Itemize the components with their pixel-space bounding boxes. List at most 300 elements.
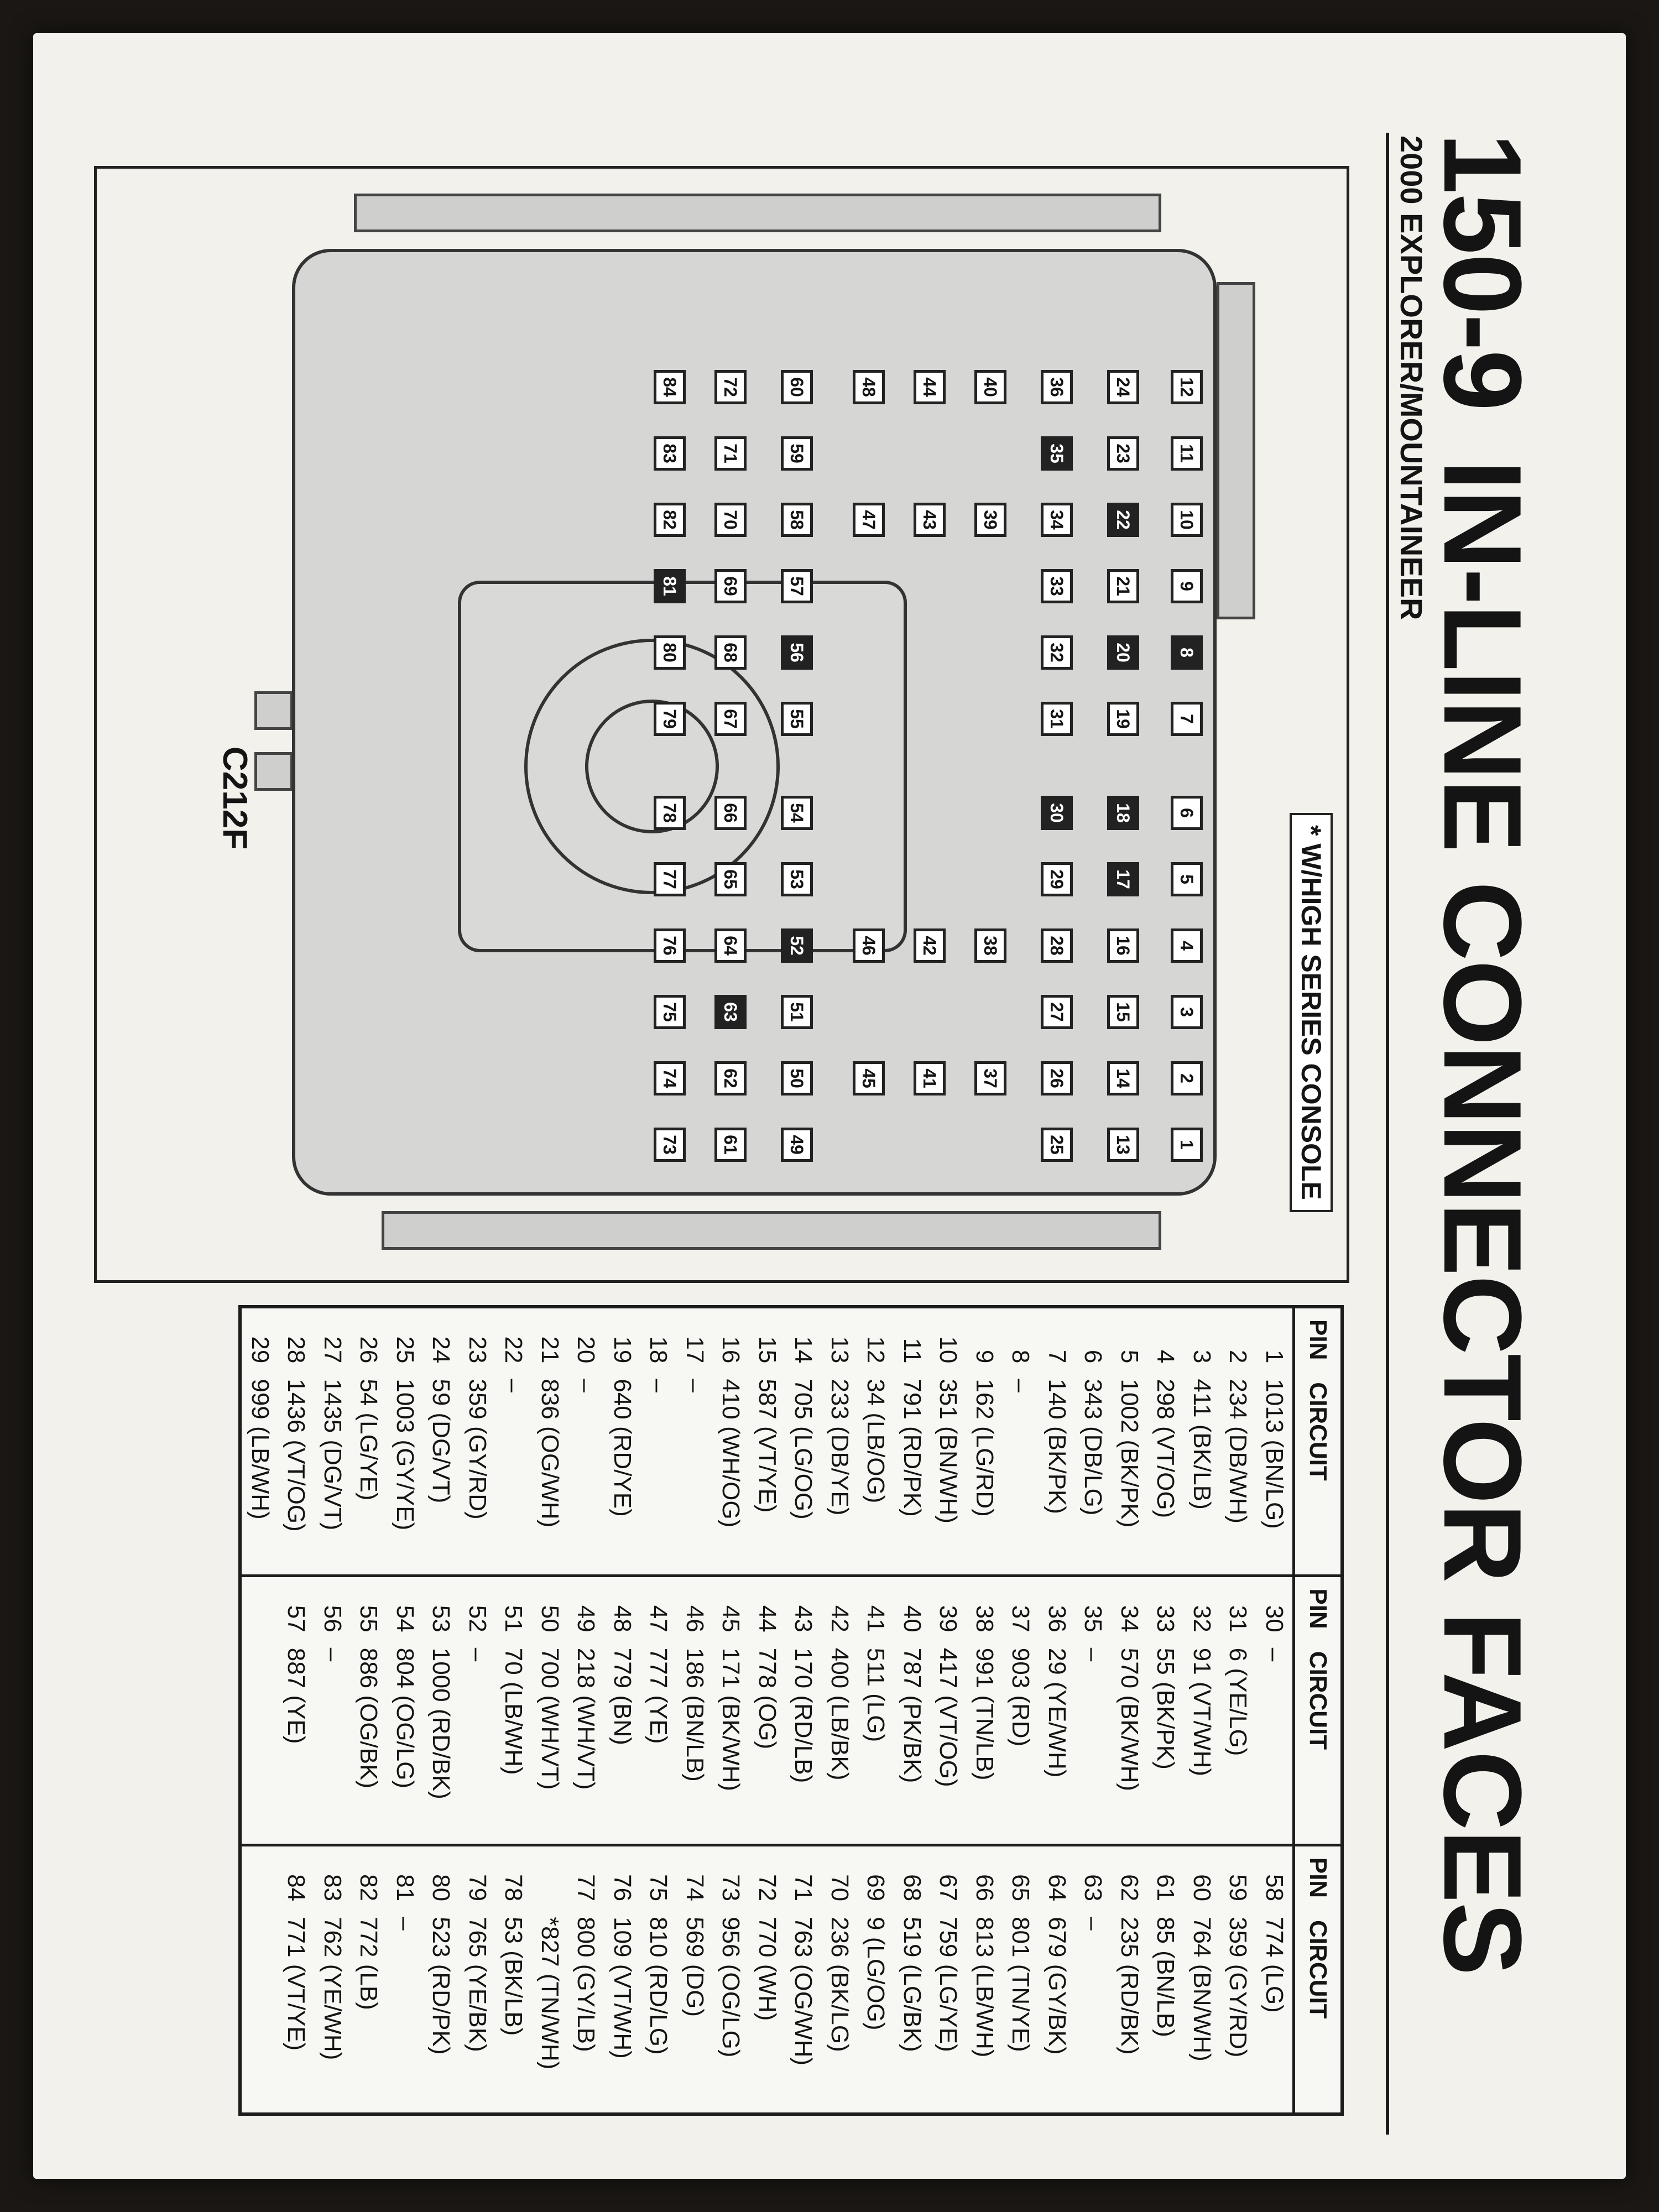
pin-cell: 64 (1044, 1874, 1071, 1902)
latch-tab (1217, 282, 1255, 619)
circuit-cell: – (1003, 1371, 1039, 1576)
pin-cell: 21 (536, 1336, 564, 1364)
pin-cavity-57: 57 (781, 569, 813, 603)
pin-cell: 72 (754, 1874, 781, 1902)
circuit-cell: – (568, 1371, 604, 1576)
circuit-cell: 774 (LG) (1261, 1917, 1288, 2013)
circuit-cell: 640 (RD/YE) (604, 1371, 641, 1576)
pin-cavity-60: 60 (781, 370, 813, 404)
pin-cavity-58: 58 (781, 503, 813, 537)
pin-cell: 47 (645, 1605, 672, 1632)
circuit-cell: 759 (LG/YE) (935, 1917, 962, 2052)
circuit-cell: 85 (BN/LB) (1152, 1917, 1180, 2037)
circuit-cell: 810 (RD/LG) (645, 1917, 672, 2055)
circuit-cell: 410 (WH/OG) (713, 1371, 749, 1576)
pin-cavity-25: 25 (1041, 1128, 1073, 1162)
pin-cell: 49 (572, 1605, 600, 1632)
pin-cavity-49: 49 (781, 1128, 813, 1162)
rotated-manual-page (39, 39, 1620, 2173)
pin-cell: 9 (971, 1349, 998, 1364)
pin-cell: 20 (572, 1336, 600, 1364)
pin-cavity-45: 45 (853, 1061, 885, 1095)
page-title (1418, 133, 1546, 1975)
pin-cavity-7: 7 (1171, 702, 1203, 736)
pin-cell: 32 (1188, 1605, 1215, 1632)
pin-cell: 58 (1261, 1874, 1288, 1902)
circuit-cell: 54 (LG/YE) (351, 1371, 387, 1576)
pin-cavity-56: 56 (781, 635, 813, 670)
circuit-cell (241, 1909, 279, 2114)
table-row (967, 1307, 1003, 2114)
circuit-cell: 762 (YE/WH) (319, 1917, 346, 2060)
pin-cell: 57 (283, 1605, 310, 1632)
circuit-cell: 523 (RD/PK) (427, 1917, 455, 2055)
circuit-cell: 400 (LB/BK) (822, 1640, 858, 1845)
pin-cell: 12 (862, 1336, 890, 1364)
circuit-cell: 1003 (GY/YE) (387, 1371, 424, 1576)
circuit-cell: 778 (OG) (749, 1640, 786, 1845)
circuit-cell: – (392, 1917, 419, 1931)
pin-cell: 70 (826, 1874, 853, 1902)
pin-cavity-64: 64 (714, 928, 747, 963)
pin-cell: 11 (899, 1338, 926, 1364)
table-row (495, 1307, 532, 2114)
pin-cell: 42 (826, 1605, 853, 1632)
pin-cell: 83 (319, 1874, 346, 1902)
table-row (351, 1307, 387, 2114)
circuit-cell: – (1079, 1917, 1107, 1931)
pin-cell: 39 (935, 1605, 962, 1632)
pin-cell: 15 (754, 1336, 781, 1364)
pin-cell: 6 (1079, 1349, 1107, 1364)
pin-cavity-44: 44 (914, 370, 946, 404)
pin-cavity-47: 47 (853, 503, 885, 537)
printed-page (33, 33, 1626, 2179)
pin-cell: 61 (1152, 1874, 1180, 1902)
pin-cell: 8 (1007, 1349, 1035, 1364)
pin-cell: 4 (1152, 1349, 1180, 1364)
pin-cavity-24: 24 (1107, 370, 1139, 404)
pin-cell: 18 (645, 1336, 672, 1364)
circuit-cell: 343 (DB/LG) (1075, 1371, 1112, 1576)
pin-cell: 82 (355, 1874, 383, 1902)
pin-cavity-53: 53 (781, 862, 813, 896)
pin-cell: 28 (283, 1336, 310, 1364)
pin-cell: 34 (1116, 1605, 1143, 1632)
circuit-cell: 53 (BK/LB) (500, 1917, 528, 2036)
pin-cavity-55: 55 (781, 702, 813, 736)
circuit-cell: 991 (TN/LB) (967, 1640, 1003, 1845)
pin-cavity-71: 71 (714, 436, 747, 471)
pin-cell: 73 (717, 1874, 745, 1902)
pin-cavity-52: 52 (781, 928, 813, 963)
pin-cavity-70: 70 (714, 503, 747, 537)
pin-cavity-21: 21 (1107, 569, 1139, 603)
circuit-cell: 1000 (RD/BK) (423, 1640, 460, 1845)
pin-cavity-79: 79 (654, 702, 686, 736)
table-row (278, 1307, 315, 2114)
pin-cavity-46: 46 (853, 928, 885, 963)
circuit-cell: 791 (RD/PK) (894, 1371, 931, 1576)
pin-cell: 80 (427, 1874, 455, 1902)
circuit-cell: – (1256, 1640, 1294, 1845)
table-row (423, 1307, 460, 2114)
circuit-cell: – (1075, 1640, 1112, 1845)
circuit-cell: 235 (RD/BK) (1116, 1917, 1143, 2055)
table-row (785, 1307, 822, 2114)
pin-cavity-19: 19 (1107, 702, 1139, 736)
pin-cell: 48 (609, 1605, 636, 1632)
circuit-cell: 59 (DG/VT) (423, 1371, 460, 1576)
circuit-cell: 887 (YE) (278, 1640, 315, 1845)
pin-cavity-40: 40 (974, 370, 1006, 404)
pin-cell: 19 (609, 1336, 636, 1364)
circuit-cell: 359 (GY/RD) (1224, 1917, 1252, 2058)
pin-cavity-43: 43 (914, 503, 946, 537)
pin-cell: 66 (971, 1874, 998, 1902)
pin-cavity-54: 54 (781, 796, 813, 830)
pin-cavity-8: 8 (1171, 635, 1203, 670)
pin-cavity-75: 75 (654, 995, 686, 1029)
table-row (532, 1307, 568, 2114)
table-row (1184, 1307, 1220, 2114)
table-row (1039, 1307, 1076, 2114)
pin-cell (532, 1845, 568, 1909)
circuit-cell: 91 (VT/WH) (1184, 1640, 1220, 1845)
table-row (822, 1307, 858, 2114)
pin-cell: 14 (790, 1336, 817, 1364)
pin-cavity-5: 5 (1171, 862, 1203, 896)
pin-cell: 50 (536, 1605, 564, 1632)
circuit-cell: 700 (WH/VT) (532, 1640, 568, 1845)
circuit-cell: 777 (YE) (640, 1640, 677, 1845)
pin-cell: 81 (392, 1874, 419, 1902)
circuit-cell: 903 (RD) (1003, 1640, 1039, 1845)
pin-cell: 44 (754, 1605, 781, 1632)
table-header-row (1294, 1307, 1343, 2114)
circuit-cell: 569 (DG) (681, 1917, 708, 2017)
pin-cell: 26 (355, 1336, 383, 1364)
pin-circuit-table (239, 1305, 1344, 2116)
pin-cell: 5 (1116, 1349, 1143, 1364)
pin-cavity-27: 27 (1041, 995, 1073, 1029)
circuit-cell: 999 (LB/WH) (241, 1371, 279, 1576)
circuit-cell: 233 (DB/YE) (822, 1371, 858, 1576)
circuit-cell: 787 (PK/BK) (894, 1640, 931, 1845)
table-row (387, 1307, 424, 2114)
latch-tab (254, 752, 293, 791)
pin-cavity-23: 23 (1107, 436, 1139, 471)
column-header: PIN (1294, 1576, 1343, 1640)
column-header: CIRCUIT (1294, 1909, 1343, 2114)
pin-cavity-34: 34 (1041, 503, 1073, 537)
pin-cavity-48: 48 (853, 370, 885, 404)
pin-cavity-38: 38 (974, 928, 1006, 963)
pin-cell: 2 (1224, 1349, 1252, 1364)
latch-tab (254, 691, 293, 730)
pin-cavity-61: 61 (714, 1128, 747, 1162)
table-row (930, 1307, 967, 2114)
pin-cell: 65 (1007, 1874, 1035, 1902)
pin-cell: 10 (935, 1336, 962, 1364)
pin-cavity-35: 35 (1041, 436, 1073, 471)
circuit-cell: 765 (YE/BK) (464, 1917, 491, 2052)
pin-cell: 23 (464, 1336, 491, 1364)
pin-cell: 60 (1188, 1874, 1215, 1902)
pin-cavity-67: 67 (714, 702, 747, 736)
pin-cavity-76: 76 (654, 928, 686, 963)
pin-cell: 38 (971, 1605, 998, 1632)
circuit-cell: 351 (BN/WH) (930, 1371, 967, 1576)
pin-cell: 1 (1261, 1349, 1288, 1364)
column-header: PIN (1294, 1307, 1343, 1371)
table-row (1147, 1307, 1184, 2114)
pin-cell: 45 (717, 1605, 745, 1632)
circuit-cell: 298 (VT/OG) (1147, 1371, 1184, 1576)
circuit-cell: – (495, 1371, 532, 1576)
latch-tab (382, 1211, 1161, 1250)
circuit-cell: – (315, 1640, 351, 1845)
circuit-cell: 140 (BK/PK) (1039, 1371, 1076, 1576)
pin-cavity-62: 62 (714, 1061, 747, 1095)
circuit-cell: 763 (OG/WH) (790, 1917, 817, 2065)
pin-cavity-33: 33 (1041, 569, 1073, 603)
circuit-cell (241, 1640, 279, 1845)
pin-cell: 3 (1188, 1349, 1215, 1364)
center-port-hub (585, 700, 719, 833)
pin-cell: 40 (899, 1605, 926, 1632)
pin-cell: 24 (427, 1336, 455, 1364)
pin-cell: 30 (1261, 1605, 1288, 1632)
pin-cavity-3: 3 (1171, 995, 1203, 1029)
connector-id: C212F (216, 747, 254, 850)
pin-cell: 33 (1152, 1605, 1180, 1632)
pin-cell: 68 (899, 1874, 926, 1902)
pin-cell: 71 (790, 1874, 817, 1902)
circuit-cell: 6 (YE/LG) (1220, 1640, 1256, 1845)
circuit-cell: 813 (LB/WH) (971, 1917, 998, 2058)
column-header: PIN (1294, 1845, 1343, 1909)
circuit-cell: 764 (BN/WH) (1188, 1917, 1215, 2062)
pin-cell: 59 (1224, 1874, 1252, 1902)
pin-cell: 69 (862, 1874, 890, 1902)
table-row (604, 1307, 641, 2114)
circuit-cell: 511 (LG) (858, 1640, 894, 1845)
circuit-cell: – (677, 1371, 713, 1576)
circuit-cell: 570 (BK/WH) (1112, 1640, 1148, 1845)
table-row (713, 1307, 749, 2114)
pin-cavity-72: 72 (714, 370, 747, 404)
table-row (241, 1307, 279, 2114)
pin-cell: 54 (392, 1605, 419, 1632)
circuit-cell: 679 (GY/BK) (1044, 1917, 1071, 2055)
table-row (1075, 1307, 1112, 2114)
circuit-cell: 162 (LG/RD) (967, 1371, 1003, 1576)
circuit-cell: 800 (GY/LB) (572, 1917, 600, 2052)
pin-cell: 7 (1044, 1349, 1071, 1364)
circuit-cell: 956 (OG/LG) (717, 1917, 745, 2058)
pin-cavity-2: 2 (1171, 1061, 1203, 1095)
circuit-cell: 29 (YE/WH) (1039, 1640, 1076, 1845)
pin-cavity-59: 59 (781, 436, 813, 471)
pin-cavity-36: 36 (1041, 370, 1073, 404)
circuit-cell: 55 (BK/PK) (1147, 1640, 1184, 1845)
pin-cell: 79 (464, 1874, 491, 1902)
pin-cavity-63: 63 (714, 995, 747, 1029)
pin-cavity-17: 17 (1107, 862, 1139, 896)
pin-cell: 46 (681, 1605, 708, 1632)
pin-cavity-73: 73 (654, 1128, 686, 1162)
pin-cell: 29 (247, 1336, 274, 1364)
circuit-cell: 234 (DB/WH) (1220, 1371, 1256, 1576)
pin-cavity-13: 13 (1107, 1128, 1139, 1162)
pin-cell: 31 (1224, 1605, 1252, 1632)
circuit-cell: 705 (LG/OG) (785, 1371, 822, 1576)
circuit-cell: 109 (VT/WH) (609, 1917, 636, 2059)
circuit-cell: 171 (BK/WH) (713, 1640, 749, 1845)
pin-cavity-37: 37 (974, 1061, 1006, 1095)
pin-cell: 41 (862, 1605, 890, 1632)
pin-cell: 76 (609, 1874, 636, 1902)
circuit-cell: 886 (OG/BK) (351, 1640, 387, 1845)
pin-cavity-83: 83 (654, 436, 686, 471)
pin-cavity-12: 12 (1171, 370, 1203, 404)
table-row (460, 1307, 496, 2114)
circuit-cell: 417 (VT/OG) (930, 1640, 967, 1845)
circuit-cell: 519 (LG/BK) (899, 1917, 926, 2052)
pin-cell: 17 (681, 1336, 708, 1364)
table-row (315, 1307, 351, 2114)
pin-cavity-80: 80 (654, 635, 686, 670)
pin-cavity-4: 4 (1171, 928, 1203, 963)
circuit-cell: 218 (WH/VT) (568, 1640, 604, 1845)
pin-cell: 56 (319, 1605, 346, 1632)
circuit-cell: 359 (GY/RD) (460, 1371, 496, 1576)
pin-cavity-31: 31 (1041, 702, 1073, 736)
pin-cavity-6: 6 (1171, 796, 1203, 830)
pin-cell: 51 (500, 1605, 528, 1632)
circuit-cell: 801 (TN/YE) (1007, 1917, 1035, 2052)
pin-cavity-18: 18 (1107, 796, 1139, 830)
pin-cell: 78 (500, 1874, 528, 1902)
pin-cavity-50: 50 (781, 1061, 813, 1095)
pin-cavity-51: 51 (781, 995, 813, 1029)
pin-cell: 37 (1007, 1605, 1035, 1632)
title-text: IN-LINE CONNECTOR FACES (1421, 460, 1544, 1975)
circuit-cell: 236 (BK/LG) (826, 1917, 853, 2052)
pin-cavity-68: 68 (714, 635, 747, 670)
pin-cavity-65: 65 (714, 862, 747, 896)
pin-cell: 16 (717, 1336, 745, 1364)
pin-cavity-32: 32 (1041, 635, 1073, 670)
circuit-cell: – (460, 1640, 496, 1845)
table-row (858, 1307, 894, 2114)
pin-cell (241, 1845, 279, 1909)
table-row (1112, 1307, 1148, 2114)
pin-cavity-15: 15 (1107, 995, 1139, 1029)
pin-cavity-16: 16 (1107, 928, 1139, 963)
pin-cell: 67 (935, 1874, 962, 1902)
pin-cavity-81: 81 (654, 569, 686, 603)
pin-cell: 53 (427, 1605, 455, 1632)
pin-cell: 27 (319, 1336, 346, 1364)
pin-cell: 35 (1079, 1605, 1107, 1632)
pin-cell: 55 (355, 1605, 383, 1632)
pin-cavity-22: 22 (1107, 503, 1139, 537)
pin-cell: 84 (283, 1874, 310, 1902)
column-header: CIRCUIT (1294, 1640, 1343, 1845)
table-row (749, 1307, 786, 2114)
circuit-cell: 771 (VT/YE) (283, 1917, 310, 2051)
circuit-cell: *827 (TN/WH) (536, 1917, 564, 2070)
pin-cell: 36 (1044, 1605, 1071, 1632)
pin-cavity-74: 74 (654, 1061, 686, 1095)
header-rule (1386, 133, 1389, 2135)
pin-cell: 74 (681, 1874, 708, 1902)
circuit-cell: 186 (BN/LB) (677, 1640, 713, 1845)
pin-cavity-28: 28 (1041, 928, 1073, 963)
pin-cavity-14: 14 (1107, 1061, 1139, 1095)
pin-cell: 43 (790, 1605, 817, 1632)
circuit-cell: 1013 (BN/LG) (1256, 1371, 1294, 1576)
circuit-cell: 1436 (VT/OG) (278, 1371, 315, 1576)
circuit-cell: 770 (WH) (754, 1917, 781, 2021)
console-note: * W/HIGH SERIES CONSOLE (1290, 813, 1333, 1212)
pin-cell: 25 (392, 1336, 419, 1364)
circuit-cell: – (640, 1371, 677, 1576)
pin-cavity-20: 20 (1107, 635, 1139, 670)
table-row (568, 1307, 604, 2114)
pin-cavity-1: 1 (1171, 1128, 1203, 1162)
column-header: CIRCUIT (1294, 1371, 1343, 1576)
table-row (1256, 1307, 1294, 2114)
pin-cavity-82: 82 (654, 503, 686, 537)
page-number: 150-9 (1421, 133, 1544, 410)
pin-cell (241, 1576, 279, 1640)
circuit-cell: 1002 (BK/PK) (1112, 1371, 1148, 1576)
pin-cavity-30: 30 (1041, 796, 1073, 830)
circuit-cell: 411 (BK/LB) (1184, 1371, 1220, 1576)
pin-cell: 63 (1079, 1874, 1107, 1902)
table-row (1003, 1307, 1039, 2114)
pin-cavity-42: 42 (914, 928, 946, 963)
pin-cell: 13 (826, 1336, 853, 1364)
pin-cell: 22 (500, 1336, 528, 1364)
pin-cell: 52 (464, 1605, 491, 1632)
pin-cell: 75 (645, 1874, 672, 1902)
circuit-cell: 170 (RD/LB) (785, 1640, 822, 1845)
table-row (894, 1307, 931, 2114)
pin-cell: 77 (572, 1874, 600, 1902)
pin-cavity-41: 41 (914, 1061, 946, 1095)
latch-tab (354, 194, 1161, 232)
table-row (1220, 1307, 1256, 2114)
circuit-cell: 70 (LB/WH) (495, 1640, 532, 1845)
circuit-cell: 34 (LB/OG) (858, 1371, 894, 1576)
pin-cavity-26: 26 (1041, 1061, 1073, 1095)
vehicle-subtitle: 2000 EXPLORER/MOUNTAINEER (1394, 135, 1429, 620)
circuit-cell: 587 (VT/YE) (749, 1371, 786, 1576)
circuit-cell: 836 (OG/WH) (532, 1371, 568, 1576)
pin-cavity-66: 66 (714, 796, 747, 830)
pin-cell: 62 (1116, 1874, 1143, 1902)
pin-cavity-78: 78 (654, 796, 686, 830)
pin-cavity-69: 69 (714, 569, 747, 603)
pin-cavity-39: 39 (974, 503, 1006, 537)
circuit-cell: 804 (OG/LG) (387, 1640, 424, 1845)
circuit-cell: 9 (LG/OG) (862, 1917, 890, 2031)
table-row (677, 1307, 713, 2114)
